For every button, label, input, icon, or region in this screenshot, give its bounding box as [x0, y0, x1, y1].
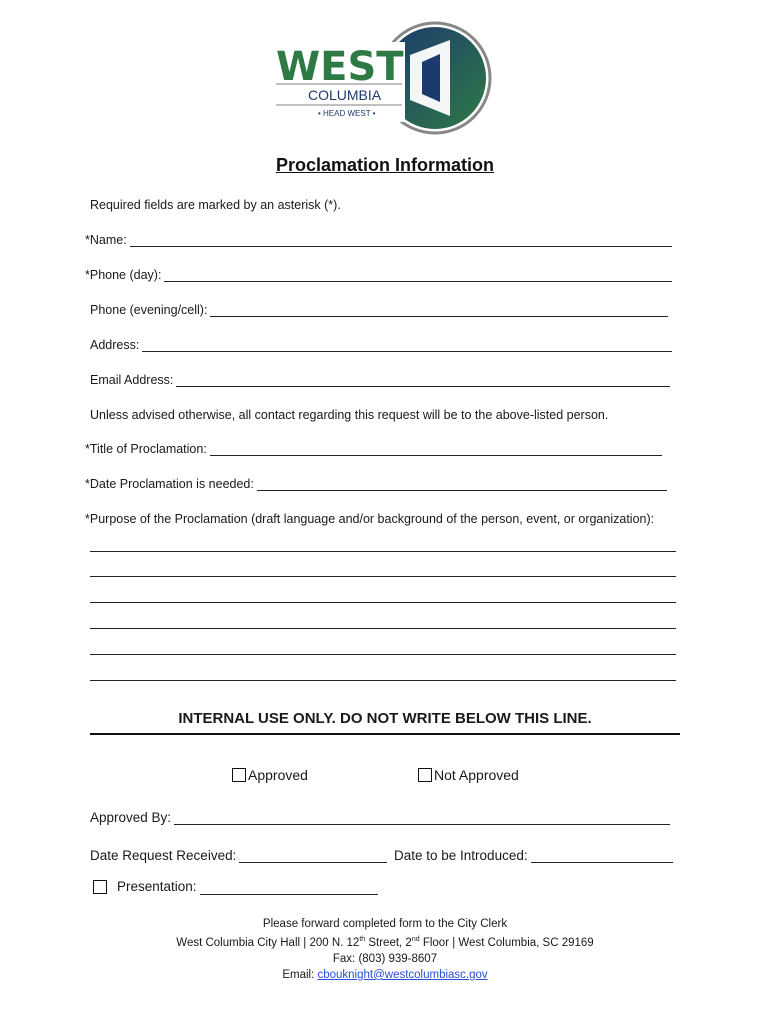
address-field[interactable]: [90, 338, 672, 352]
name-field[interactable]: [85, 233, 672, 247]
internal-use-heading: INTERNAL USE ONLY. DO NOT WRITE BELOW THIS LINE.: [90, 710, 680, 735]
name-label: *Name:: [85, 233, 127, 247]
email-field[interactable]: [90, 373, 670, 387]
purpose-line-4[interactable]: [90, 628, 676, 629]
date-received-label: Date Request Received:: [90, 848, 237, 863]
footer-email: Email: cbouknight@westcolumbiasc.gov: [282, 968, 488, 981]
not-approved-checkbox[interactable]: [418, 768, 432, 782]
date-introduced-label: Date to be Introduced:: [394, 848, 528, 863]
approved-by-blank[interactable]: [174, 808, 670, 825]
approved-by-field[interactable]: [90, 808, 670, 825]
clerk-email-link[interactable]: cbouknight@westcolumbiasc.gov: [317, 968, 488, 981]
purpose-line-6[interactable]: [90, 680, 676, 681]
phone-day-label: *Phone (day):: [85, 268, 162, 282]
svg-text:COLUMBIA: COLUMBIA: [308, 87, 382, 103]
not-approved-option[interactable]: [418, 767, 519, 783]
presentation-blank[interactable]: [200, 878, 378, 895]
footer-fax: Fax: (803) 939-8607: [332, 952, 438, 965]
page-title: Proclamation Information: [275, 155, 495, 175]
purpose-line-2[interactable]: [90, 576, 676, 577]
date-received-field[interactable]: [90, 846, 387, 863]
email-label: Email Address:: [90, 373, 174, 387]
name-blank[interactable]: [130, 233, 672, 247]
required-note: Required fields are marked by an asterisk (*).: [90, 198, 341, 212]
phone-evening-blank[interactable]: [210, 303, 668, 317]
phone-evening-label: Phone (evening/cell):: [90, 303, 208, 317]
footer-instruction: Please forward completed form to the City Clerk: [262, 918, 508, 930]
purpose-line-1[interactable]: [90, 551, 676, 552]
purpose-label: *Purpose of the Proclamation (draft language and/or background of the person, event, or organization):: [85, 512, 655, 526]
proclamation-title-blank[interactable]: [210, 442, 662, 456]
svg-text:WEST: WEST: [276, 44, 404, 90]
date-needed-blank[interactable]: [257, 477, 667, 491]
date-introduced-field[interactable]: [394, 846, 673, 863]
purpose-line-3[interactable]: [90, 602, 676, 603]
date-received-blank[interactable]: [239, 846, 387, 863]
contact-note: Unless advised otherwise, all contact regarding this request will be to the above-listed person.: [90, 408, 609, 422]
presentation-checkbox[interactable]: [93, 880, 107, 894]
date-needed-label: *Date Proclamation is needed:: [85, 477, 254, 491]
email-blank[interactable]: [176, 373, 670, 387]
address-label: Address:: [90, 338, 140, 352]
address-blank[interactable]: [142, 338, 672, 352]
not-approved-label: Not Approved: [434, 767, 519, 783]
date-needed-field[interactable]: [85, 477, 667, 491]
presentation-option[interactable]: [93, 878, 378, 895]
presentation-label: Presentation:: [117, 879, 197, 894]
approved-by-label: Approved By:: [90, 810, 172, 825]
svg-text:• HEAD WEST •: • HEAD WEST •: [318, 109, 376, 118]
approved-checkbox[interactable]: [232, 768, 246, 782]
west-columbia-logo: [270, 20, 500, 138]
proclamation-title-label: *Title of Proclamation:: [85, 442, 207, 456]
purpose-line-5[interactable]: [90, 654, 676, 655]
footer: [0, 916, 770, 983]
proclamation-title-field[interactable]: [85, 442, 662, 456]
footer-address: West Columbia City Hall | 200 N. 12th Street, 2nd Floor | West Columbia, SC 29169: [176, 936, 594, 949]
phone-evening-field[interactable]: [90, 303, 668, 317]
approved-label: Approved: [248, 767, 308, 783]
phone-day-blank[interactable]: [164, 268, 672, 282]
approved-option[interactable]: [232, 767, 308, 783]
date-introduced-blank[interactable]: [531, 846, 673, 863]
phone-day-field[interactable]: [85, 268, 672, 282]
